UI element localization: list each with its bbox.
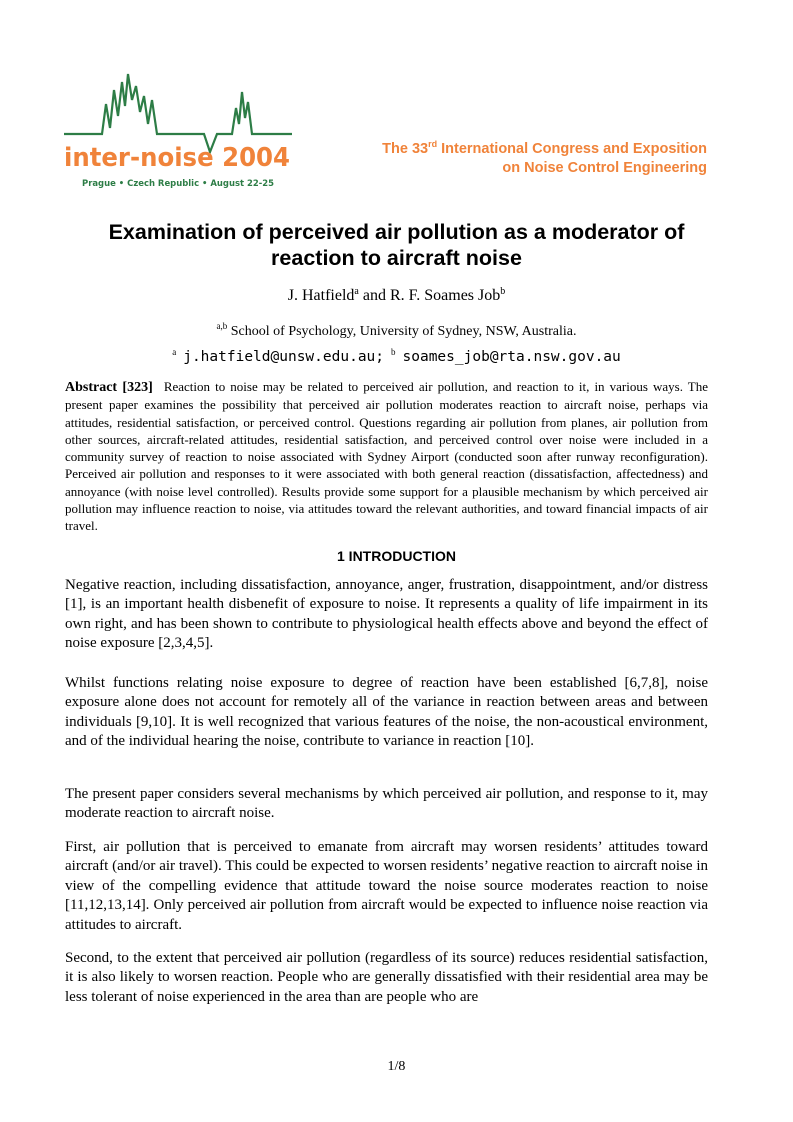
author-line: J. Hatfield$^a$ and R. F. Soames Job$^b$ (287, 286, 506, 304)
section-heading: 1 INTRODUCTION (337, 548, 456, 564)
logo-subtitle: Prague • Czech Republic • August 22-25 (82, 179, 274, 189)
congress-heading (382, 140, 707, 178)
page-number: 1/8 (387, 1059, 406, 1074)
author-1: J. Hatfield (287, 287, 355, 304)
logo-wordmark: inter-noise 2004 (64, 143, 290, 173)
body-paragraph-3: The present paper considers several mechanisms by which perceived air pollution, and response to it, may moderate reaction to aircraft noise. (65, 786, 708, 822)
congress-line-2: on Noise Control Engineering (502, 160, 707, 176)
paper-title: Examination of perceived air pollution as a moderator of reaction to aircraft noise (108, 220, 685, 270)
email-link-job[interactable]: soames_job@rta.nsw.gov.au (402, 349, 621, 365)
abstract (65, 378, 708, 535)
abstract-label: Abstract [323] (65, 380, 153, 395)
abstract-text: Reaction to noise may be related to perceived air pollution, and reaction to it, in various ways. The present paper examines the possibility that perceived air pollution moderates reaction to aircraft noise, perhaps via attitudes, residential satisfaction, or perceived control. Questions regarding air pollution from planes, air pollution from other sources, aircraft-related attitudes, residential satisfaction, and perceived control over noise were included in a community survey of reaction to noise associated with Sydney Airport (conducted soon after runway reconfiguration). Perceived air pollution and responses to it were associated with both general reaction (dissatisfaction, affectedness) and annoyance (with noise level controlled). Results provide some support for a plausible mechanism by which perceived air pollution may influence reaction to noise, via attitudes toward the relevant authorities, and toward financial impacts of air travel. (65, 379, 708, 534)
email-link-hatfield[interactable]: j.hatfield@unsw.edu.au; (183, 349, 385, 365)
body-paragraph-5: Second, to the extent that perceived air pollution (regardless of its source) reduces residential satisfaction, it is also likely to worsen reaction. People who are generally dissatisfied with their residential area may be less tolerant of noise experienced in the area than are people who are (65, 950, 708, 1005)
affiliation: $^{a,b}$ School of Psychology, University of Sydney, NSW, Australia. (216, 321, 577, 339)
body-paragraph-2: Whilst functions relating noise exposure to degree of reaction have been established [6,7,8], noise exposure alone does not account for remotely all of the variance in reaction between areas and between individuals [9,10]. It is well recognized that various features of the noise, the non-acoustical environment, and of the individual hearing the noise, contribute to variance in reaction [10]. (65, 675, 708, 750)
body-paragraph-4: First, air pollution that is perceived to emanate from aircraft may worsen residents’ attitudes toward aircraft (and/or air travel). This could be expected to worsen residents’ negative reaction to aircraft noise in view of the compelling evidence that attitude toward the noise source moderates reaction to noise [11,12,13,14]. Only perceived air pollution from aircraft would be expected to influence noise reaction via attitudes to aircraft. (65, 839, 708, 933)
body-paragraph-1: Negative reaction, including dissatisfaction, annoyance, anger, frustration, disappointment, and/or distress [1], is an important health disbenefit of exposure to noise. It represents a quality of life impairment in its own right, and has been shown to contribute to physiological health effects above and beyond the effect of noise exposure [2,3,4,5]. (65, 577, 708, 652)
email-line: $^a$ j.hatfield@unsw.edu.au; $^b$ soames_job@rta.nsw.gov.au (172, 347, 621, 365)
inter-noise-logo (62, 70, 294, 192)
skyline-icon (64, 74, 292, 152)
author-2: R. F. Soames Job (389, 287, 501, 304)
congress-line-1: The 33rd International Congress and Exposition (382, 139, 707, 157)
